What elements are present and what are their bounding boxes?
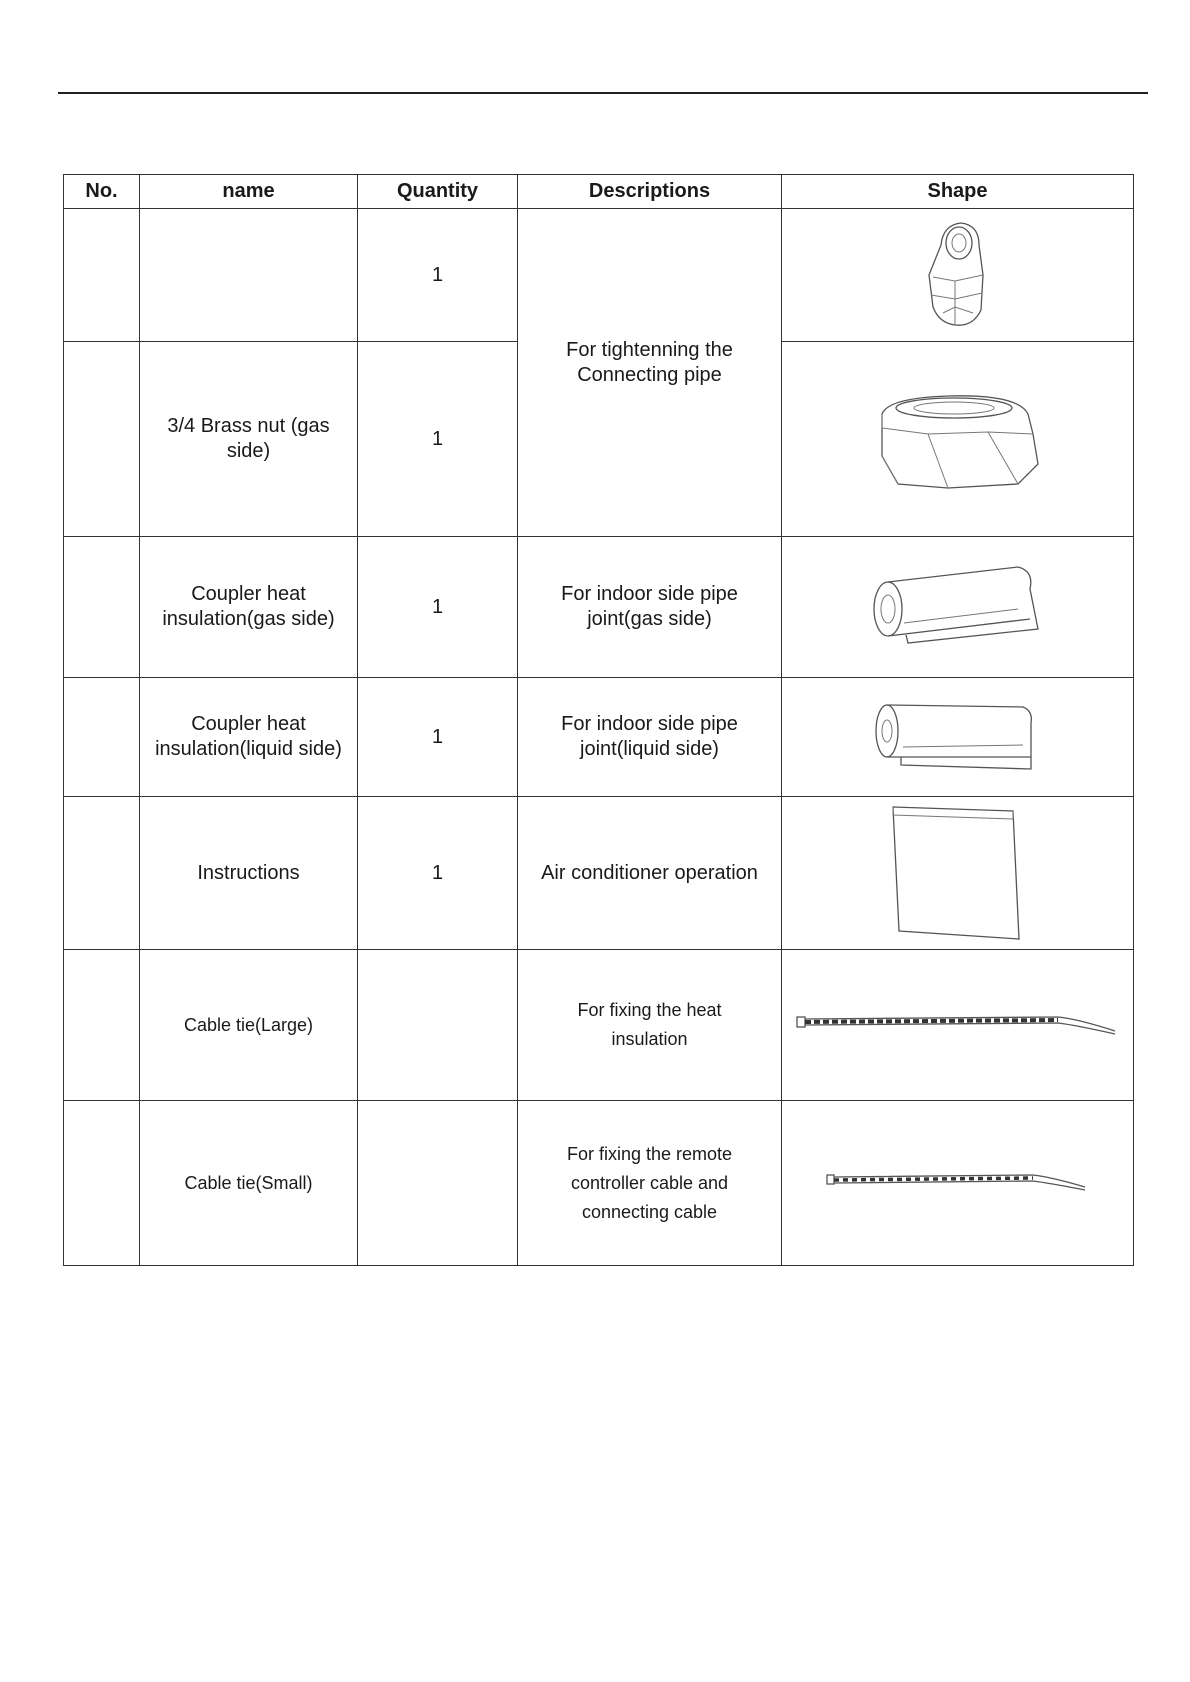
table-row	[64, 678, 1134, 797]
table-header-row	[64, 175, 1134, 209]
cell-no	[64, 950, 140, 1101]
cell-name	[140, 342, 358, 537]
cell-name-text: Coupler heat insulation(liquid side)	[155, 713, 342, 760]
cable-tie-icon	[793, 1005, 1123, 1045]
cell-description-text: For fixing the remote controller cable and connecting cable	[566, 1143, 733, 1222]
manual-booklet-icon	[883, 803, 1033, 943]
cable-tie-icon	[823, 1165, 1093, 1201]
cell-shape	[782, 678, 1134, 797]
header-no: No.	[64, 175, 140, 209]
cell-shape	[782, 950, 1134, 1101]
cell-name-text: Cable tie(Large)	[183, 1014, 314, 1035]
cell-name-text: 3/4 Brass nut (gas side)	[167, 415, 330, 462]
cell-no	[64, 537, 140, 678]
cell-name	[140, 209, 358, 342]
header-quantity: Quantity	[358, 175, 518, 209]
cell-description-text: For indoor side pipe joint(liquid side)	[561, 713, 738, 760]
cell-quantity	[358, 1101, 518, 1266]
brass-nut-icon	[868, 384, 1048, 494]
cell-quantity: 1	[358, 342, 518, 537]
table-row	[64, 209, 1134, 342]
cell-quantity: 1	[358, 678, 518, 797]
cell-no	[64, 342, 140, 537]
cell-name	[140, 950, 358, 1101]
table-row	[64, 537, 1134, 678]
top-rule	[58, 92, 1148, 94]
cell-shape	[782, 209, 1134, 342]
merged-description-text: For tightenning the Connecting pipe	[566, 338, 733, 386]
cell-no	[64, 209, 140, 342]
cell-no	[64, 797, 140, 950]
cell-shape	[782, 537, 1134, 678]
accessories-table	[63, 174, 1134, 1266]
cell-description	[518, 678, 782, 797]
insulation-tube-icon	[873, 697, 1043, 777]
table-row	[64, 1101, 1134, 1266]
cell-no	[64, 1101, 140, 1266]
header-descriptions: Descriptions	[518, 175, 782, 209]
cell-name-text: Coupler heat insulation(gas side)	[162, 583, 335, 630]
cell-description: Air conditioner operation	[518, 797, 782, 950]
cell-no	[64, 678, 140, 797]
cell-name	[140, 1101, 358, 1266]
cell-description-text: For indoor side pipe joint(gas side)	[561, 583, 738, 630]
cell-shape	[782, 1101, 1134, 1266]
cell-shape	[782, 342, 1134, 537]
insulation-tube-icon	[868, 557, 1048, 657]
cell-name	[140, 678, 358, 797]
table-row	[64, 950, 1134, 1101]
cell-description-text: For fixing the heat insulation	[577, 1000, 722, 1049]
cell-quantity: 1	[358, 209, 518, 342]
cell-description	[518, 1101, 782, 1266]
cell-description-merged	[518, 209, 782, 537]
header-shape: Shape	[782, 175, 1134, 209]
cell-quantity: 1	[358, 797, 518, 950]
cell-description	[518, 537, 782, 678]
cell-shape	[782, 797, 1134, 950]
cell-description	[518, 950, 782, 1101]
cell-name	[140, 537, 358, 678]
flare-nut-small-icon	[913, 215, 1003, 335]
table-row	[64, 797, 1134, 950]
header-name: name	[140, 175, 358, 209]
cell-name: Instructions	[140, 797, 358, 950]
cell-name-text: Cable tie(Small)	[184, 1172, 313, 1193]
cell-quantity: 1	[358, 537, 518, 678]
cell-quantity	[358, 950, 518, 1101]
